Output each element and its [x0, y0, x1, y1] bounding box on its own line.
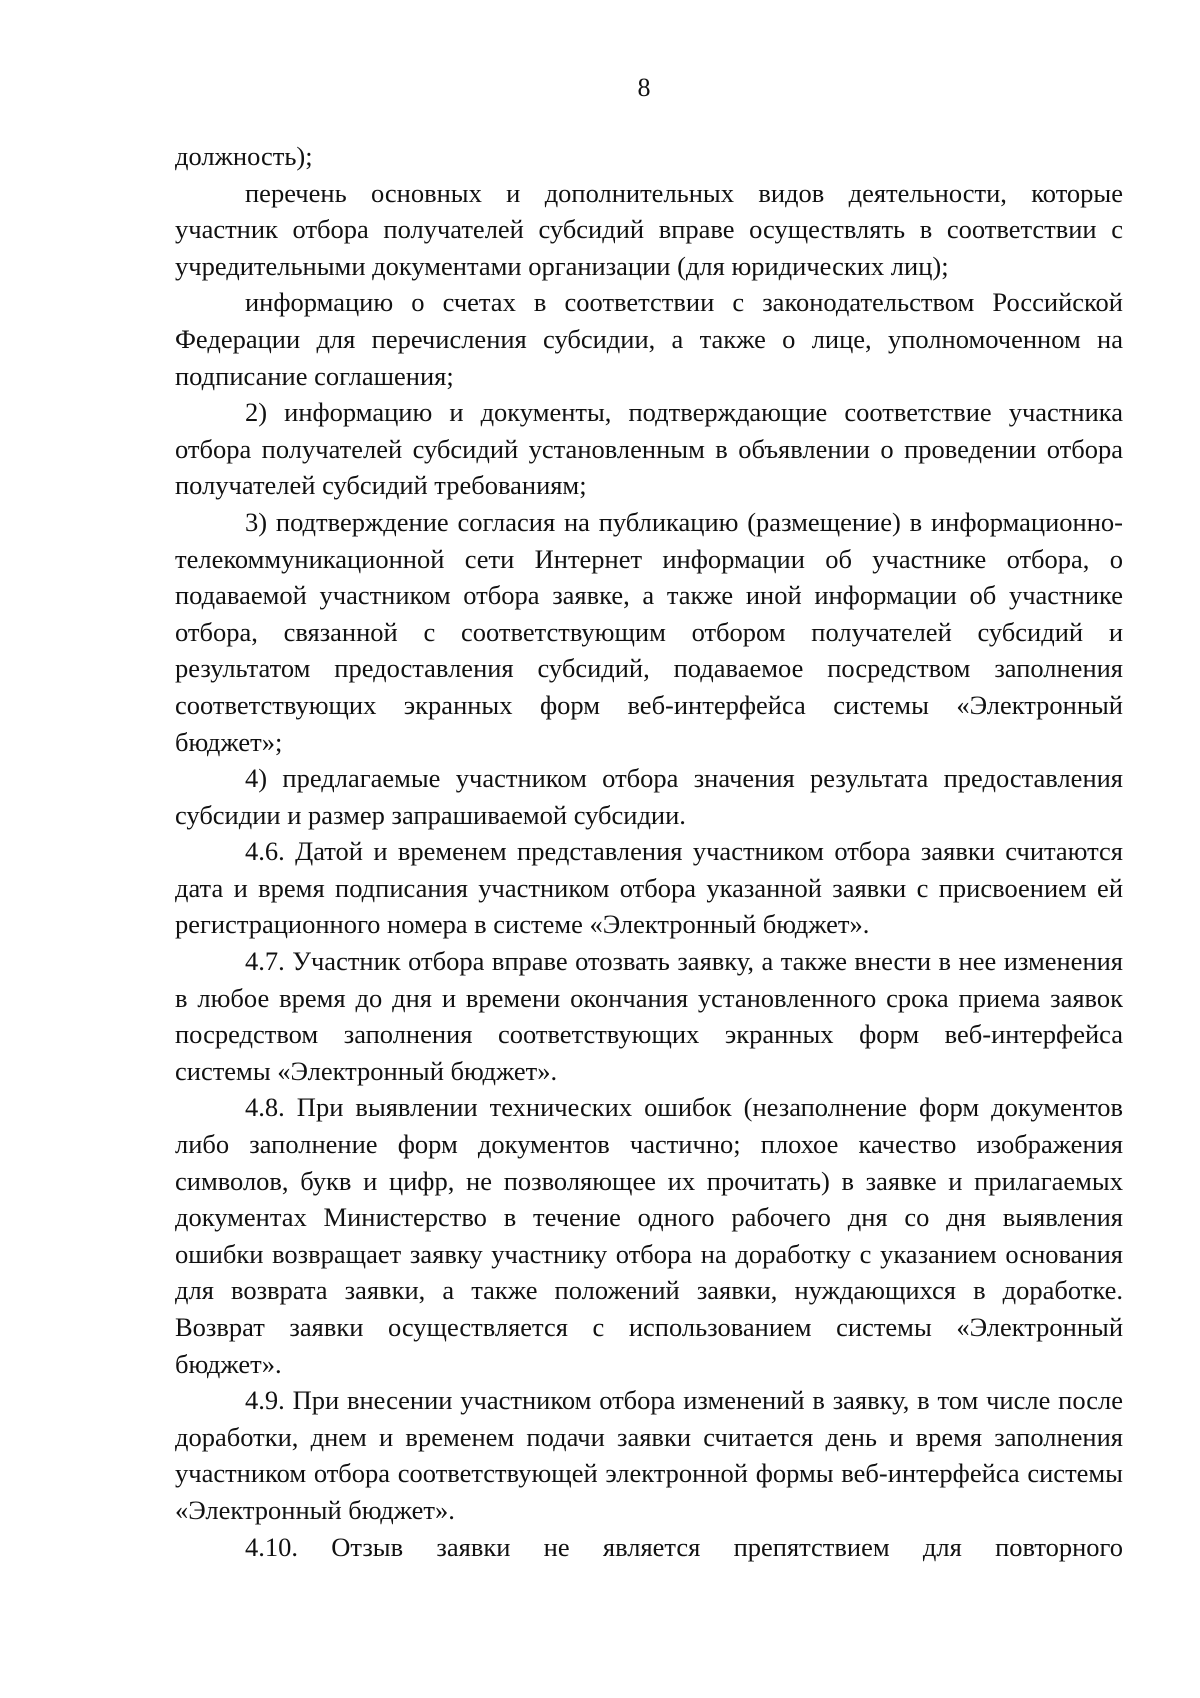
- paragraph: 4.10. Отзыв заявки не является препятствием для повторного: [245, 1531, 1123, 1562]
- document-body: [175, 138, 1123, 1565]
- paragraph: 4.6. Датой и временем представления участником отбора заявки считаются дата и время подписания участником отбора указанной заявки с присвоением ей регистрационного номера в системе «Электронный бюджет».: [175, 836, 1123, 940]
- paragraph: перечень основных и дополнительных видов деятельности, которые участник отбора получателей субсидий вправе осуществлять в соответствии с учредительными документами организации (для юридических лиц);: [175, 177, 1123, 281]
- paragraph: 4.9. При внесении участником отбора изменений в заявку, в том числе после доработки, днем и временем подачи заявки считается день и время заполнения участником отбора соответствующей электронной формы веб-интерфейса системы «Электронный бюджет».: [175, 1385, 1123, 1525]
- paragraph: 4.8. При выявлении технических ошибок (незаполнение форм документов либо заполнение форм документов частично; плохое качество изображения символов, букв и цифр, не позволяющее их прочитать) в заявке и прилагаемых документах Министерство в течение одного рабочего дня со дня выявления ошибки возвращает заявку участнику отбора на доработку с указанием основания для возврата заявки, а также положений заявки, нуждающихся в доработке. Возврат заявки осуществляется с использованием системы «Электронный бюджет».: [175, 1092, 1123, 1379]
- paragraph: должность);: [175, 141, 313, 171]
- paragraph: 2) информацию и документы, подтверждающие соответствие участника отбора получателей субсидий установленным в объявлении о проведении отбора получателей субсидий требованиям;: [175, 397, 1123, 501]
- paragraph: 4) предлагаемые участником отбора значения результата предоставления субсидии и размер запрашиваемой субсидии.: [175, 763, 1123, 830]
- page-number: 8: [637, 73, 651, 102]
- paragraph: информацию о счетах в соответствии с законодательством Российской Федерации для перечисления субсидии, а также о лице, уполномоченном на подписание соглашения;: [175, 287, 1123, 391]
- paragraph: 4.7. Участник отбора вправе отозвать заявку, а также внести в нее изменения в любое время до дня и времени окончания установленного срока приема заявок посредством заполнения соответствующих экранных форм веб-интерфейса системы «Электронный бюджет».: [175, 946, 1123, 1086]
- paragraph: 3) подтверждение согласия на публикацию (размещение) в информационно-телекоммуникационной сети Интернет информации об участнике отбора, о подаваемой участником отбора заявке, а также иной информации об участнике отбора, связанной с соответствующим отбором получателей субсидий и результатом предоставления субсидий, подаваемое посредством заполнения соответствующих экранных форм веб-интерфейса системы «Электронный бюджет»;: [175, 506, 1123, 757]
